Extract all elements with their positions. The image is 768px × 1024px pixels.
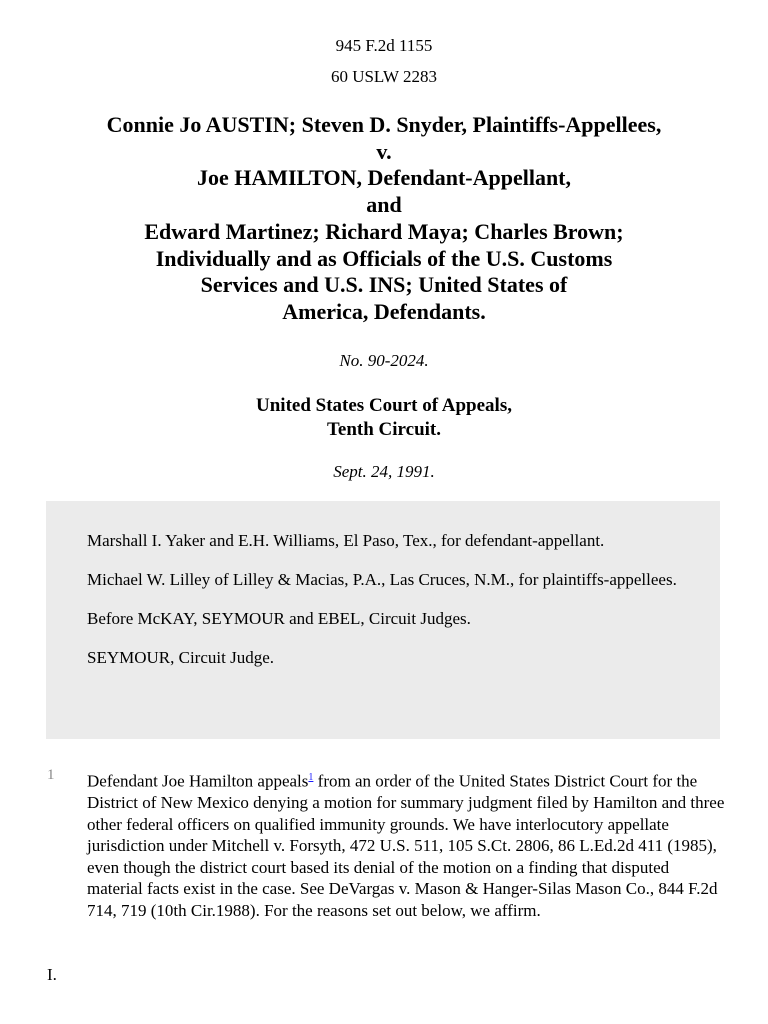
docket-number: No. 90-2024. xyxy=(339,351,429,370)
paragraph-text-rest: from an order of the United States District Court for the District of New Mexico denying a motion for summary judgment filed by Hamilton and three other federal officers on qualified immunity grounds. We have interlocutory appellate jurisdiction under Mitchell v. Forsyth, 472 U.S. 511, 105 S.Ct. 2806, 86 L.Ed.2d 411 (1985), even though the district court based its denial of the motion on a finding that disputed material facts exist in the case. See DeVargas v. Mason & Hanger-Silas Mason Co., 844 F.2d 714, 719 (10th Cir.1988). For the reasons set out below, we affirm. xyxy=(87,771,725,920)
footnote-link[interactable]: 1 xyxy=(308,772,314,783)
paragraph-text-start: Defendant Joe Hamilton appeals xyxy=(87,771,309,791)
court-line-1: United States Court of Appeals, xyxy=(256,395,512,416)
caption-line: and xyxy=(366,192,402,218)
counsel-plaintiff: Michael W. Lilley of Lilley & Macias, P.A., Las Cruces, N.M., for plaintiffs-appellees. xyxy=(87,570,677,589)
opinion-author: SEYMOUR, Circuit Judge. xyxy=(87,648,274,667)
paragraph-number: 1 xyxy=(47,767,55,783)
counsel-box xyxy=(46,501,720,739)
caption-line: Individually and as Officials of the U.S. Customs xyxy=(155,245,613,271)
caption-line: Edward Martinez; Richard Maya; Charles Brown; xyxy=(144,218,624,244)
caption-line: Services and U.S. INS; United States of xyxy=(200,272,568,298)
opinion-paragraph xyxy=(87,767,727,921)
caption-line: America, Defendants. xyxy=(282,298,486,324)
decision-date: Sept. 24, 1991. xyxy=(333,462,435,481)
court-name xyxy=(0,394,768,442)
section-heading: I. xyxy=(47,965,57,984)
counsel-defendant: Marshall I. Yaker and E.H. Williams, El Paso, Tex., for defendant-appellant. xyxy=(87,531,605,550)
reporter-citation: 945 F.2d 1155 xyxy=(335,36,433,55)
uslw-citation: 60 USLW 2283 xyxy=(330,67,438,86)
panel-judges: Before McKAY, SEYMOUR and EBEL, Circuit Judges. xyxy=(87,609,471,628)
case-caption xyxy=(0,112,768,326)
court-line-2: Tenth Circuit. xyxy=(326,419,442,440)
caption-line: Connie Jo AUSTIN; Steven D. Snyder, Plaintiffs-Appellees, xyxy=(106,112,662,137)
caption-line: v. xyxy=(376,138,392,164)
caption-line: Joe HAMILTON, Defendant-Appellant, xyxy=(196,165,572,191)
